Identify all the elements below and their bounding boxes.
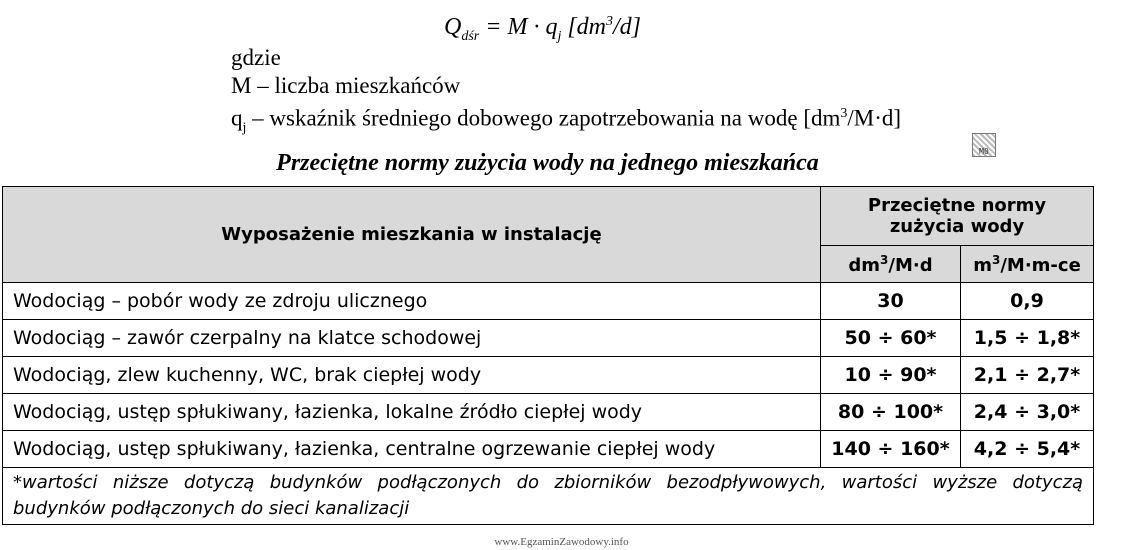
- image-placeholder-label: M0: [979, 147, 989, 156]
- unit2-sup: 3: [991, 252, 1001, 267]
- row-value-m3: 4,2 ÷ 5,4*: [961, 431, 1094, 468]
- row-label: Wodociąg – zawór czerpalny na klatce schodowej: [3, 320, 821, 357]
- formula-unit-close: /d]: [613, 14, 642, 40]
- definition-q: [231, 100, 901, 142]
- row-label: Wodociąg, ustęp spłukiwany, łazienka, centralne ogrzewanie ciepłej wody: [3, 431, 821, 468]
- formula-unit-open: [dm: [561, 14, 606, 40]
- definition-q-end: /M·d]: [847, 105, 902, 131]
- table-footnote: *wartości niższe dotyczą budynków podłączonych do zbiorników bezodpływowych, wartości wyższe dotyczą budynków podłączonych do sieci kanalizacji: [3, 468, 1094, 525]
- table-row: [3, 283, 1094, 320]
- table-header-row: [3, 187, 1094, 246]
- table-row: [3, 394, 1094, 431]
- water-norms-table: [2, 186, 1094, 525]
- row-value-dm3: 140 ÷ 160*: [821, 431, 961, 468]
- definition-m: M – liczba mieszkańców: [231, 73, 461, 98]
- watermark: www.EgzaminZawodowy.info: [494, 536, 629, 548]
- header-unit-m3: [961, 246, 1094, 283]
- unit1-sup: 3: [880, 252, 889, 267]
- row-label: Wodociąg – pobór wody ze zdroju ulicznego: [3, 283, 821, 320]
- header-equipment: Wyposażenie mieszkania w instalację: [3, 187, 821, 283]
- unit2-base: m: [973, 254, 992, 276]
- unit2-rest: /M·m-ce: [1000, 254, 1081, 276]
- definition-q-text: – wskaźnik średniego dobowego zapotrzebowania na wodę [dm: [246, 105, 841, 131]
- row-label: Wodociąg, ustęp spłukiwany, łazienka, lokalne źródło ciepłej wody: [3, 394, 821, 431]
- definition-q-sup: 3: [840, 106, 848, 121]
- formula-rhs-sub: j: [557, 28, 562, 44]
- formula-unit-sup: 3: [606, 14, 613, 29]
- header-unit-dm3: [821, 246, 961, 283]
- formula-rhs: = M · q: [479, 14, 558, 40]
- table-footnote-row: [3, 468, 1094, 525]
- row-value-dm3: 50 ÷ 60*: [821, 320, 961, 357]
- definitions: [231, 44, 901, 142]
- row-value-dm3: 30: [821, 283, 961, 320]
- table-title: Przeciętne normy zużycia wody na jednego mieszkańca: [276, 150, 819, 176]
- row-value-m3: 1,5 ÷ 1,8*: [961, 320, 1094, 357]
- formula-lhs: Q: [444, 14, 462, 40]
- formula: [444, 14, 641, 45]
- table-row: [3, 357, 1094, 394]
- unit1-rest: /M·d: [888, 254, 933, 276]
- definition-q-sub: j: [242, 120, 247, 136]
- row-value-m3: 0,9: [961, 283, 1094, 320]
- unit1-base: dm: [848, 254, 881, 276]
- row-value-m3: 2,4 ÷ 3,0*: [961, 394, 1094, 431]
- row-value-m3: 2,1 ÷ 2,7*: [961, 357, 1094, 394]
- row-value-dm3: 10 ÷ 90*: [821, 357, 961, 394]
- header-norms-group: Przeciętne normy zużycia wody: [821, 187, 1094, 246]
- table-row: [3, 320, 1094, 357]
- formula-lhs-sub: dśr: [461, 28, 480, 44]
- row-label: Wodociąg, zlew kuchenny, WC, brak ciepłej wody: [3, 357, 821, 394]
- row-value-dm3: 80 ÷ 100*: [821, 394, 961, 431]
- definition-q-symbol: q: [231, 105, 243, 131]
- definitions-intro: gdzie: [231, 45, 281, 70]
- table-row: [3, 431, 1094, 468]
